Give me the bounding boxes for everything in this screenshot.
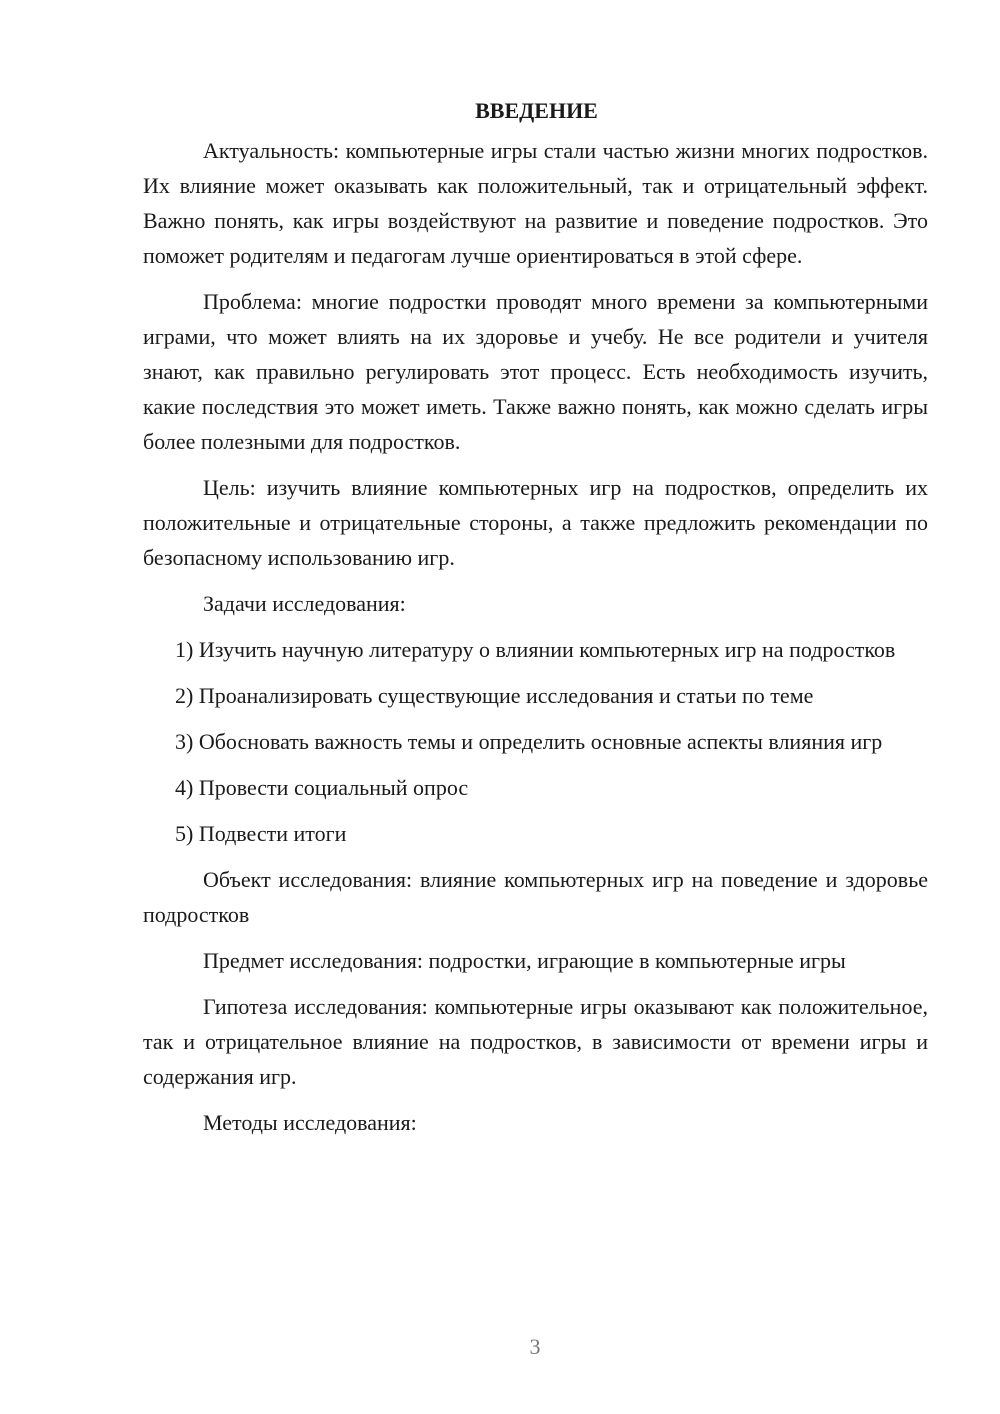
section-title: ВВЕДЕНИЕ [475,98,598,123]
paragraph-goal: Цель: изучить влияние компьютерных игр на подростков, определить их положительные и отрицательные стороны, а также предложить рекомендации по безопасному использованию игр. [143,475,928,570]
paragraph-methods: Методы исследования: [203,1110,417,1135]
page-content [143,93,928,1151]
list-item-task-4: 4) Провести социальный опрос [175,775,469,800]
paragraph-relevance: Актуальность: компьютерные игры стали частью жизни многих подростков. Их влияние может оказывать как положительный, так и отрицательный эффект. Важно понять, как игры воздействуют на развитие и поведение подростков. Это поможет родителям и педагогам лучше ориентироваться в этой сфере. [143,138,928,268]
paragraph-problem: Проблема: многие подростки проводят много времени за компьютерными играми, что может влиять на их здоровье и учебу. Не все родители и учителя знают, как правильно регулировать этот процесс. Есть необходимость изучить, какие последствия это может иметь. Также важно понять, как можно сделать игры более полезными для подростков. [143,289,928,454]
paragraph-hypothesis: Гипотеза исследования: компьютерные игры оказывают как положительное, так и отрицательное влияние на подростков, в зависимости от времени игры и содержания игр. [143,994,928,1089]
paragraph-tasks-heading: Задачи исследования: [203,591,406,616]
paragraph-object: Объект исследования: влияние компьютерных игр на поведение и здоровье подростков [143,867,928,927]
list-item-task-2: 2) Проанализировать существующие исследования и статьи по теме [175,683,814,708]
paragraph-subject: Предмет исследования: подростки, играющие в компьютерные игры [203,948,846,973]
list-item-task-1: 1) Изучить научную литературу о влиянии компьютерных игр на подростков [175,637,896,662]
page-number: 3 [529,1334,541,1359]
list-item-task-3: 3) Обосновать важность темы и определить основные аспекты влияния игр [175,729,883,754]
list-item-task-5: 5) Подвести итоги [175,821,347,846]
